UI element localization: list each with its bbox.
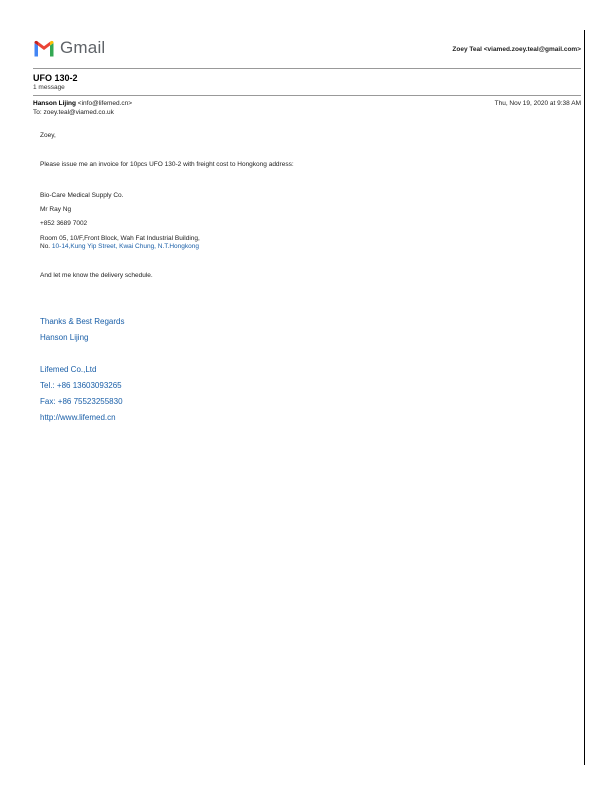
signature-fax: Fax: +86 75523255830 <box>40 397 123 406</box>
header-divider <box>33 68 581 69</box>
sender-email: <info@lifemed.cn> <box>77 100 133 107</box>
signature-name: Hanson Lijing <box>40 333 89 342</box>
sender-name: Hanson Lijing <box>33 100 76 107</box>
signature-company: Lifemed Co.,Ltd <box>40 365 97 374</box>
recipient-line: To: zoey.teal@viamed.co.uk <box>33 109 114 116</box>
gmail-m-icon <box>33 40 55 57</box>
message-date: Thu, Nov 19, 2020 at 9:38 AM <box>494 100 581 107</box>
sender-line <box>33 100 132 107</box>
gmail-header <box>33 38 581 62</box>
page-right-border <box>584 30 585 765</box>
address-company: Bio-Care Medical Supply Co. <box>40 192 124 199</box>
subject-divider <box>33 95 581 96</box>
address-line-2-prefix: No. <box>40 243 52 250</box>
signature-tel[interactable]: Tel.: +86 13603093265 <box>40 381 122 390</box>
signature-website-link[interactable]: http://www.lifemed.cn <box>40 413 116 422</box>
greeting: Zoey, <box>40 132 56 139</box>
address-map-link[interactable]: 10-14,Kung Yip Street, Kwai Chung, N.T.Hongkong <box>51 243 199 250</box>
address-contact: Mr Ray Ng <box>40 206 72 213</box>
gmail-logo <box>33 38 105 58</box>
address-line-2 <box>40 243 199 250</box>
thread-subject: UFO 130-2 <box>33 73 78 83</box>
delivery-request: And let me know the delivery schedule. <box>40 272 153 279</box>
account-email: Zoey Teal <viamed.zoey.teal@gmail.com> <box>452 46 581 53</box>
message-count: 1 message <box>33 84 65 91</box>
signature-regards: Thanks & Best Regards <box>40 317 125 326</box>
invoice-request: Please issue me an invoice for 10pcs UFO 130-2 with freight cost to Hongkong address: <box>40 161 294 168</box>
address-phone: +852 3689 7002 <box>40 220 88 227</box>
gmail-wordmark: Gmail <box>60 38 106 57</box>
address-line-1: Room 05, 10/F,Front Block, Wah Fat Industrial Building, <box>40 235 200 242</box>
